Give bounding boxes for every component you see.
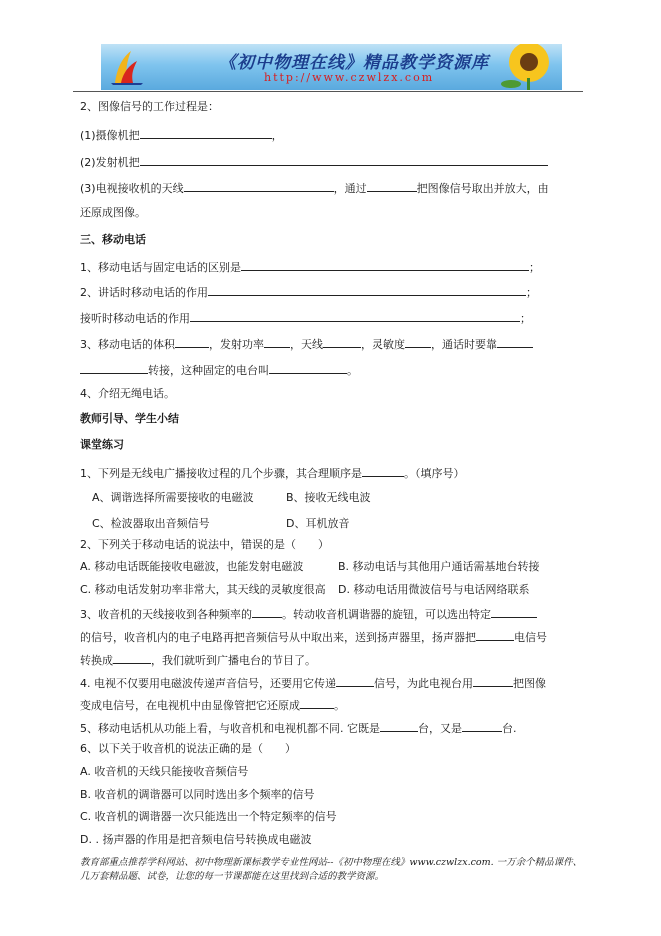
header-divider xyxy=(73,91,583,92)
question: 1、下列是无线电广播接收过程的几个步骤，其合理顺序是 。（填序号） xyxy=(80,467,465,480)
question: 6、以下关于收音机的说法正确的是（ ） xyxy=(80,742,296,755)
option: C. 移动电话发射功率非常大，其天线的灵敏度很高 xyxy=(80,583,326,596)
option: D. 移动电话用微波信号与电话网络联系 xyxy=(338,583,530,596)
question: 5、移动电话机从功能上看，与收音机和电视机都不同. 它既是 台，又是 台. xyxy=(80,722,517,735)
question-cont: 的信号，收音机内的电子电路再把音频信号从中取出来，送到扬声器里，扬声器把 电信号 xyxy=(80,631,547,644)
sunflower-icon xyxy=(491,44,561,90)
option: B. 收音机的调谐器可以同时选出多个频率的信号 xyxy=(80,788,315,801)
section-heading: 三、移动电话 xyxy=(80,233,146,246)
option: A、调谐选择所需要接收的电磁波 xyxy=(92,491,254,504)
text-line: (1)摄像机把 ， xyxy=(80,129,283,142)
footer-line-1: 教育部重点推荐学科网站、初中物理新课标教学专业性网站--《初中物理在线》www.czwlzx.com. 一万余个精品课件、 xyxy=(80,857,583,868)
section-heading: 课堂练习 xyxy=(80,438,124,451)
option: A. 收音机的天线只能接收音频信号 xyxy=(80,765,249,778)
footer-line-2: 几万套精品题、试卷，让您的每一节课都能在这里找到合适的教学资源。 xyxy=(80,871,385,882)
option: A. 移动电话既能接收电磁波，也能发射电磁波 xyxy=(80,560,304,573)
text-line: 还原成图像。 xyxy=(80,206,146,219)
site-logo-icon xyxy=(107,47,147,87)
question-cont: 转换成 ，我们就听到广播电台的节目了。 xyxy=(80,654,316,667)
question: 2、下列关于移动电话的说法中，错误的是（ ） xyxy=(80,538,329,551)
header-banner xyxy=(101,44,562,90)
text-line: (3)电视接收机的天线 ，通过 把图像信号取出并放大，由 xyxy=(80,182,549,195)
option: C、检波器取出音频信号 xyxy=(92,517,210,530)
option: B. 移动电话与其他用户通话需基地台转接 xyxy=(338,560,540,573)
option: D. . 扬声器的作用是把音频电信号转换成电磁波 xyxy=(80,833,312,846)
banner-title: 《初中物理在线》精品教学资源库 xyxy=(219,53,489,73)
text-line: 接听时移动电话的作用 ； xyxy=(80,312,531,325)
text-line: 转接，这种固定的电台叫 。 xyxy=(80,362,358,378)
question-cont: 变成电信号，在电视机中由显像管把它还原成 。 xyxy=(80,699,345,712)
text-line: 1、移动电话与固定电话的区别是 ； xyxy=(80,261,540,274)
option: B、接收无线电波 xyxy=(286,491,371,504)
section-heading: 教师引导、学生小结 xyxy=(80,412,179,425)
text-line: 2、图像信号的工作过程是： xyxy=(80,100,219,113)
option: C. 收音机的调谐器一次只能选出一个特定频率的信号 xyxy=(80,810,337,823)
text-line: 3、移动电话的体积 ，发射功率 ，天线 ，灵敏度 ，通话时要靠 xyxy=(80,336,533,352)
option: D、耳机放音 xyxy=(286,517,350,530)
text-line: 2、讲话时移动电话的作用 ； xyxy=(80,286,537,299)
question: 4. 电视不仅要用电磁波传递声音信号，还要用它传递 信号，为此电视台用 把图像 xyxy=(80,677,546,690)
text-line: 4、介绍无绳电话。 xyxy=(80,387,175,400)
text-line: (2)发射机把 xyxy=(80,154,548,170)
question: 3、收音机的天线接收到各种频率的 。转动收音机调谐器的旋钮，可以选出特定 xyxy=(80,606,537,622)
banner-url: http://www.czwlzx.com xyxy=(264,71,435,84)
